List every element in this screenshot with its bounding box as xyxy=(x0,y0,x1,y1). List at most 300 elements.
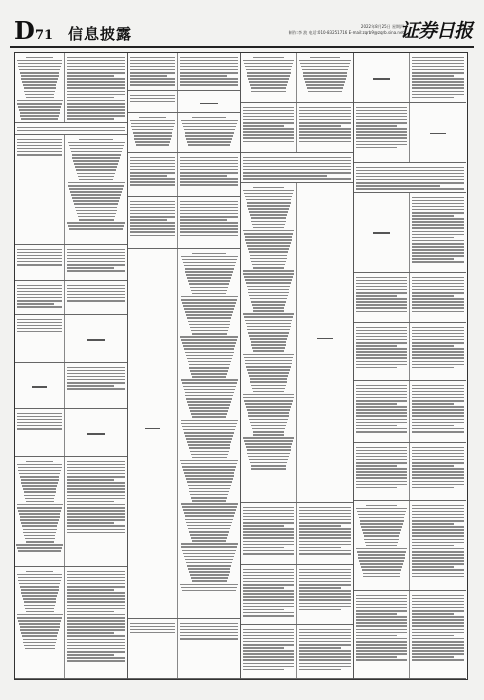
text-cell xyxy=(354,591,410,678)
text-line xyxy=(305,81,345,83)
text-line xyxy=(69,188,123,190)
text-line xyxy=(302,69,348,71)
text-line xyxy=(67,648,125,650)
text-line xyxy=(130,235,175,237)
text-line xyxy=(356,311,407,313)
text-line xyxy=(181,420,238,422)
text-line xyxy=(77,173,115,175)
text-line xyxy=(25,648,55,650)
text-line xyxy=(247,245,290,247)
text-line xyxy=(248,412,290,414)
text-line xyxy=(21,118,58,120)
text-line xyxy=(243,513,294,515)
text-line xyxy=(184,512,235,514)
text-line xyxy=(356,647,407,649)
text-line xyxy=(67,595,125,597)
text-cell xyxy=(128,153,178,196)
text-line xyxy=(412,311,464,313)
text-line xyxy=(19,69,60,71)
text-line xyxy=(359,517,405,519)
text-line xyxy=(356,450,407,452)
text-line xyxy=(180,163,238,165)
text-line xyxy=(20,516,60,518)
text-line xyxy=(412,560,464,562)
text-line xyxy=(299,541,351,543)
text-line xyxy=(200,103,218,105)
text-line xyxy=(412,203,464,205)
text-line xyxy=(356,484,407,486)
text-line xyxy=(130,163,175,165)
text-line xyxy=(243,537,294,539)
text-line xyxy=(180,78,238,80)
text-line xyxy=(67,370,125,372)
text-line xyxy=(412,255,464,257)
text-line xyxy=(299,590,351,592)
text-cell xyxy=(354,193,410,272)
text-line xyxy=(67,291,125,293)
text-line xyxy=(243,157,351,159)
text-line xyxy=(17,249,62,251)
text-line xyxy=(190,574,229,576)
text-line xyxy=(244,276,292,278)
text-line xyxy=(356,167,464,169)
text-line xyxy=(412,511,464,513)
text-line xyxy=(130,222,175,224)
text-line xyxy=(67,267,113,269)
text-line xyxy=(243,175,327,177)
text-line xyxy=(243,615,294,617)
text-line xyxy=(180,75,226,77)
text-line xyxy=(189,447,230,449)
text-line xyxy=(23,84,57,86)
text-line xyxy=(67,583,125,585)
text-line xyxy=(130,632,175,634)
text-line xyxy=(22,81,57,83)
text-line xyxy=(23,532,56,534)
text-line xyxy=(191,537,227,539)
text-line xyxy=(243,163,351,165)
text-line xyxy=(356,144,407,146)
text-line xyxy=(180,629,238,631)
text-line xyxy=(191,497,227,499)
text-line xyxy=(253,431,285,433)
text-line xyxy=(247,329,289,331)
text-line xyxy=(17,255,62,257)
text-line xyxy=(67,620,125,622)
text-line xyxy=(183,262,236,264)
text-line xyxy=(412,532,464,534)
text-line xyxy=(181,299,236,301)
text-line xyxy=(299,629,351,631)
text-line xyxy=(186,522,232,524)
text-line xyxy=(243,635,294,637)
text-line xyxy=(356,468,407,470)
text-line xyxy=(356,128,407,130)
text-line xyxy=(299,606,351,608)
text-line xyxy=(67,288,125,290)
text-line xyxy=(412,345,454,347)
text-line xyxy=(299,522,351,524)
text-line xyxy=(412,409,464,411)
text-line xyxy=(187,441,231,443)
text-line xyxy=(299,544,351,546)
announcement-block xyxy=(15,567,127,679)
text-line xyxy=(412,505,464,507)
text-line xyxy=(373,232,390,234)
text-line xyxy=(243,644,294,646)
text-line xyxy=(71,151,122,153)
text-line xyxy=(356,367,397,369)
text-line xyxy=(412,286,464,288)
text-line xyxy=(75,166,117,168)
text-line xyxy=(186,274,232,276)
text-line xyxy=(299,638,351,640)
text-line xyxy=(245,443,292,445)
text-line xyxy=(17,464,62,466)
text-line xyxy=(181,339,237,341)
text-line xyxy=(67,488,125,490)
text-line xyxy=(182,382,237,384)
text-line xyxy=(246,282,291,284)
date-line: 2022年8月25日 星期四 xyxy=(360,24,404,29)
text-cell xyxy=(15,281,65,314)
text-line xyxy=(412,595,464,597)
text-cell xyxy=(15,123,127,134)
text-line xyxy=(180,228,238,230)
text-line xyxy=(356,465,397,467)
text-cell xyxy=(65,281,127,314)
text-line xyxy=(130,60,175,62)
text-line xyxy=(243,531,294,533)
text-line xyxy=(412,566,454,568)
text-line xyxy=(246,199,292,201)
text-line xyxy=(182,302,236,304)
text-line xyxy=(183,126,236,128)
text-line xyxy=(180,235,238,237)
text-line xyxy=(67,373,125,375)
text-line xyxy=(356,286,407,288)
text-line xyxy=(299,137,351,139)
text-line xyxy=(251,425,286,427)
text-line xyxy=(191,413,227,415)
text-line xyxy=(130,166,175,168)
text-line xyxy=(20,72,60,74)
text-line xyxy=(356,403,397,405)
text-line xyxy=(412,573,464,575)
text-line xyxy=(243,113,294,115)
text-line xyxy=(251,261,286,263)
text-line xyxy=(245,363,291,365)
text-line xyxy=(130,216,175,218)
text-line xyxy=(17,300,62,302)
text-line xyxy=(67,300,125,302)
text-line xyxy=(247,409,290,411)
text-cell xyxy=(178,249,240,618)
text-line xyxy=(17,617,61,619)
text-line xyxy=(136,144,170,146)
text-line xyxy=(180,213,238,215)
text-line xyxy=(186,138,232,140)
text-line xyxy=(253,434,283,436)
text-line xyxy=(299,569,351,571)
text-line xyxy=(356,327,407,329)
text-line xyxy=(181,296,238,298)
text-line xyxy=(249,375,289,377)
text-line xyxy=(180,60,238,62)
column-2 xyxy=(128,53,241,679)
text-line xyxy=(299,125,341,127)
text-line xyxy=(412,215,454,217)
text-line xyxy=(180,84,238,86)
text-line xyxy=(191,290,227,292)
text-line xyxy=(180,336,238,338)
text-line xyxy=(17,306,62,308)
text-cell xyxy=(128,249,178,618)
text-line xyxy=(181,256,238,258)
text-line xyxy=(356,415,407,417)
text-line xyxy=(412,650,464,652)
text-line xyxy=(356,397,407,399)
text-line xyxy=(72,197,120,199)
text-line xyxy=(243,119,294,121)
text-line xyxy=(243,230,294,232)
text-line xyxy=(356,357,407,359)
text-line xyxy=(244,400,292,402)
text-line xyxy=(412,659,464,661)
text-line xyxy=(412,237,454,239)
text-line xyxy=(356,336,407,338)
text-line xyxy=(412,391,464,393)
text-line xyxy=(26,541,54,543)
text-line xyxy=(190,327,229,329)
text-cell xyxy=(128,113,178,152)
text-line xyxy=(412,221,464,223)
text-line xyxy=(412,622,464,624)
text-line xyxy=(247,202,291,204)
text-line xyxy=(190,494,228,496)
text-line xyxy=(67,532,125,534)
text-cell xyxy=(241,183,297,502)
text-line xyxy=(17,547,62,549)
text-line xyxy=(67,617,125,619)
text-line xyxy=(412,209,464,211)
text-line xyxy=(243,547,284,549)
text-line xyxy=(365,542,397,544)
text-line xyxy=(19,473,60,475)
newspaper-masthead: 证券日报 xyxy=(399,20,472,42)
text-line xyxy=(180,160,238,162)
text-line xyxy=(243,544,294,546)
announcement-block xyxy=(15,363,127,409)
text-line xyxy=(299,519,351,521)
text-line xyxy=(317,338,334,340)
text-line xyxy=(180,231,238,233)
text-line xyxy=(192,333,227,335)
text-line xyxy=(192,580,227,582)
text-line xyxy=(299,635,351,637)
text-line xyxy=(190,410,228,412)
text-line xyxy=(67,645,125,647)
text-line xyxy=(19,583,60,585)
text-line xyxy=(186,478,233,480)
text-line xyxy=(412,563,464,565)
text-line xyxy=(67,57,125,59)
text-line xyxy=(356,147,397,149)
text-line xyxy=(243,116,294,118)
text-line xyxy=(244,63,293,65)
announcement-block xyxy=(354,163,466,193)
text-line xyxy=(243,593,294,595)
announcement-block xyxy=(241,153,353,183)
text-line xyxy=(412,607,464,609)
text-line xyxy=(243,190,294,192)
text-line xyxy=(356,113,407,115)
text-line xyxy=(67,461,125,463)
text-line xyxy=(32,386,47,388)
text-line xyxy=(185,135,232,137)
text-line xyxy=(139,117,166,119)
text-line xyxy=(188,444,230,446)
text-line xyxy=(412,548,464,550)
text-line xyxy=(252,304,286,306)
text-line xyxy=(184,308,234,310)
text-line xyxy=(299,596,351,598)
text-line xyxy=(252,347,284,349)
announcement-block xyxy=(128,619,240,679)
text-line xyxy=(67,118,113,120)
text-line xyxy=(356,508,407,510)
text-line xyxy=(188,485,231,487)
text-cell xyxy=(354,53,410,102)
text-line xyxy=(68,182,125,184)
text-line xyxy=(130,120,175,122)
text-line xyxy=(366,505,396,507)
text-line xyxy=(303,75,346,77)
text-line xyxy=(180,81,238,83)
text-line xyxy=(67,498,125,500)
announcement-block xyxy=(241,625,353,679)
text-line xyxy=(243,578,294,580)
text-line xyxy=(145,428,160,430)
text-line xyxy=(67,60,125,62)
text-line xyxy=(412,604,464,606)
text-line xyxy=(412,280,464,282)
announcement-block xyxy=(15,135,127,245)
text-cell xyxy=(410,381,466,442)
text-line xyxy=(356,277,407,279)
text-line xyxy=(356,185,440,187)
text-line xyxy=(130,95,175,97)
text-line xyxy=(356,289,407,291)
text-line xyxy=(412,394,464,396)
text-line xyxy=(299,647,341,649)
text-line xyxy=(72,154,121,156)
text-line xyxy=(67,525,125,527)
text-line xyxy=(412,361,464,363)
text-line xyxy=(67,464,125,466)
text-line xyxy=(412,431,464,433)
text-line xyxy=(22,485,57,487)
text-line xyxy=(19,513,60,515)
text-line xyxy=(356,622,407,624)
text-line xyxy=(180,201,238,203)
text-line xyxy=(187,358,232,360)
text-cell xyxy=(354,163,466,192)
text-line xyxy=(130,626,175,628)
text-line xyxy=(304,78,345,80)
text-line xyxy=(251,465,287,467)
text-line xyxy=(24,601,56,603)
text-cell xyxy=(15,457,65,566)
text-line xyxy=(182,550,236,552)
text-line xyxy=(67,482,125,484)
text-line xyxy=(412,465,454,467)
text-line xyxy=(299,593,351,595)
text-line xyxy=(356,131,407,133)
text-line xyxy=(24,91,55,93)
text-line xyxy=(192,376,226,378)
text-line xyxy=(185,132,234,134)
text-line xyxy=(412,481,464,483)
text-line xyxy=(67,379,125,381)
text-line xyxy=(26,461,53,463)
text-line xyxy=(67,63,125,65)
text-line xyxy=(356,339,407,341)
text-line xyxy=(251,385,286,387)
text-line xyxy=(356,625,407,627)
text-line xyxy=(412,339,464,341)
text-line xyxy=(243,647,284,649)
text-line xyxy=(20,115,59,117)
text-line xyxy=(67,574,125,576)
text-line xyxy=(17,419,62,421)
text-line xyxy=(67,81,125,83)
text-line xyxy=(253,350,284,352)
text-line xyxy=(356,283,407,285)
text-line xyxy=(67,388,125,390)
text-line xyxy=(17,331,62,333)
text-line xyxy=(25,608,54,610)
text-line xyxy=(22,595,57,597)
text-line xyxy=(250,298,287,300)
text-line xyxy=(67,651,125,653)
text-line xyxy=(412,304,464,306)
text-line xyxy=(67,109,125,111)
text-line xyxy=(412,632,464,634)
text-line xyxy=(23,642,56,644)
text-line xyxy=(247,75,289,77)
text-line xyxy=(412,364,464,366)
text-line xyxy=(363,532,400,534)
announcement-block xyxy=(128,249,240,619)
text-line xyxy=(245,403,292,405)
text-line xyxy=(183,469,235,471)
text-line xyxy=(182,590,236,592)
text-line xyxy=(412,545,454,547)
text-line xyxy=(67,87,125,89)
text-line xyxy=(356,110,407,112)
text-line xyxy=(299,578,351,580)
text-line xyxy=(356,170,464,172)
text-line xyxy=(250,462,287,464)
text-line xyxy=(299,122,351,124)
text-line xyxy=(180,69,238,71)
text-line xyxy=(356,644,407,646)
text-line xyxy=(412,224,464,226)
text-line xyxy=(132,129,173,131)
text-line xyxy=(67,97,113,99)
text-line xyxy=(180,216,238,218)
